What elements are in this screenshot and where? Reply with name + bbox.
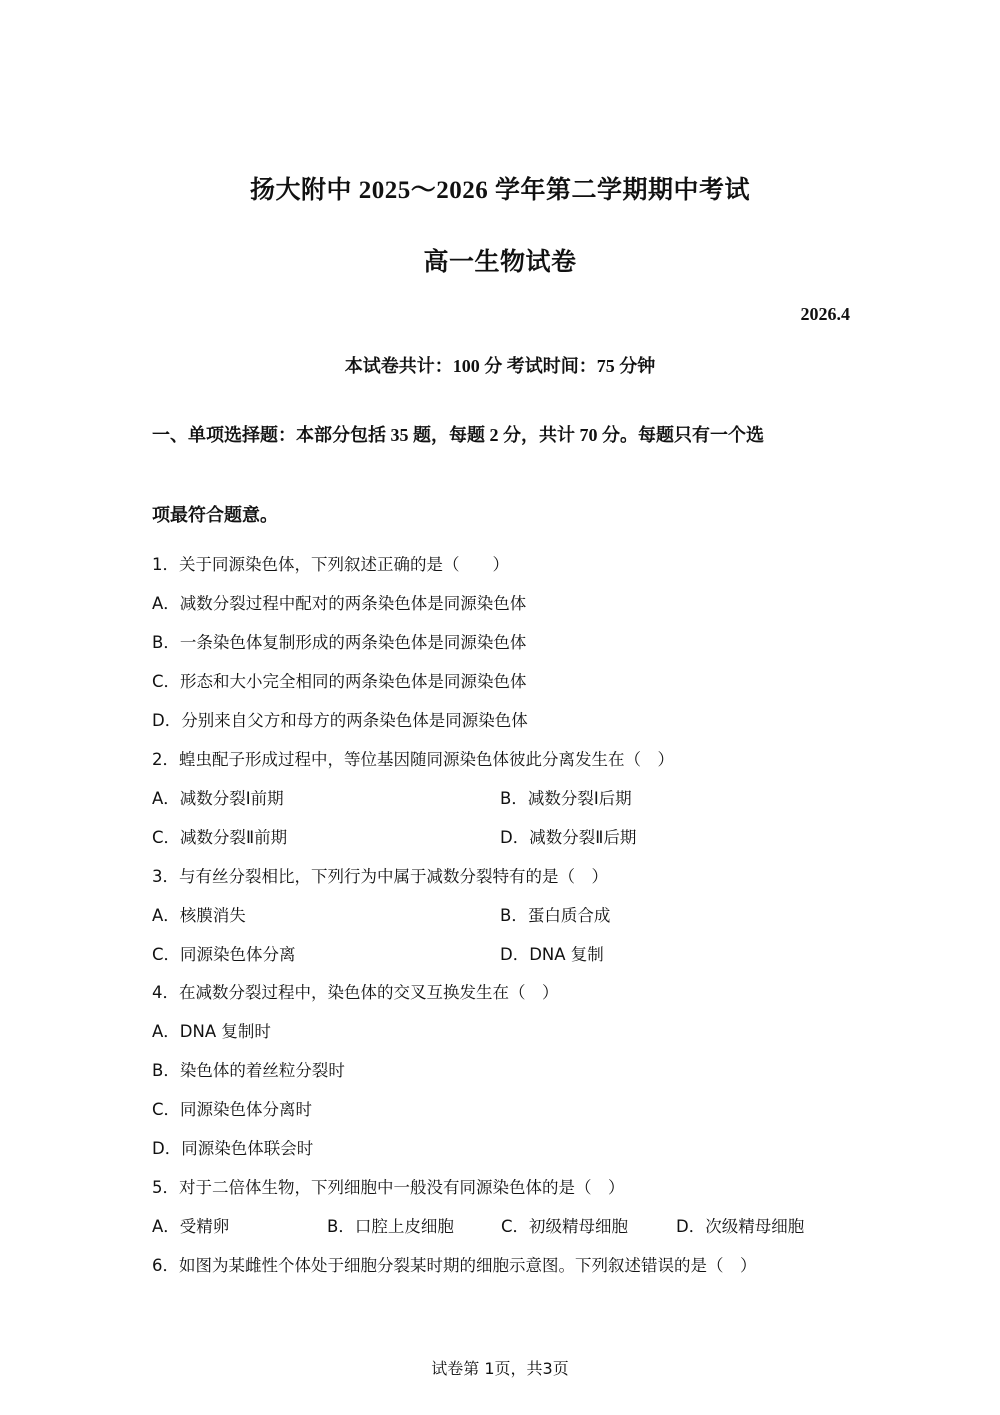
exam-subtitle: 高一生物试卷: [423, 249, 577, 276]
q4-option-a: A．DNA 复制时: [152, 1022, 271, 1041]
q1-option-b: B．一条染色体复制形成的两条染色体是同源染色体: [152, 633, 527, 652]
q1-option-c: C．形态和大小完全相同的两条染色体是同源染色体: [152, 672, 527, 691]
q3-option-b: B．蛋白质合成: [500, 906, 611, 925]
q4-stem: 4．在减数分裂过程中，染色体的交叉互换发生在（ ）: [152, 983, 559, 1002]
q2-option-c: C．减数分裂Ⅱ前期: [152, 828, 288, 847]
q3-option-c: C．同源染色体分离: [152, 945, 296, 964]
q5-stem: 5．对于二倍体生物，下列细胞中一般没有同源染色体的是（ ）: [152, 1178, 625, 1197]
q2-stem: 2．蝗虫配子形成过程中，等位基因随同源染色体彼此分离发生在（ ）: [152, 750, 674, 769]
q3-option-d: D．DNA 复制: [500, 945, 604, 964]
q3-stem: 3．与有丝分裂相比，下列行为中属于减数分裂特有的是（ ）: [152, 867, 608, 886]
q2-option-a: A．减数分裂Ⅰ前期: [152, 789, 284, 808]
q4-option-c: C．同源染色体分离时: [152, 1100, 313, 1119]
q4-option-b: B．染色体的着丝粒分裂时: [152, 1061, 345, 1080]
page-footer: 试卷第 1页，共3页: [431, 1359, 569, 1378]
exam-title: 扬大附中 2025～2026 学年第二学期期中考试: [249, 177, 750, 204]
q6-stem: 6．如图为某雌性个体处于细胞分裂某时期的细胞示意图。下列叙述错误的是（ ）: [152, 1256, 757, 1275]
q1-option-d: D．分别来自父方和母方的两条染色体是同源染色体: [152, 711, 528, 730]
q2-option-d: D．减数分裂Ⅱ后期: [500, 828, 637, 847]
exam-info: 本试卷共计：100 分 考试时间：75 分钟: [344, 356, 656, 376]
q5-option-d: D．次级精母细胞: [676, 1217, 805, 1236]
q1-stem: 1．关于同源染色体，下列叙述正确的是（ ）: [152, 555, 509, 574]
q4-option-d: D．同源染色体联会时: [152, 1139, 314, 1158]
q3-option-a: A．核膜消失: [152, 906, 246, 925]
exam-date: 2026.4: [800, 304, 850, 324]
section-heading-line1: 一、单项选择题：本部分包括 35 题，每题 2 分，共计 70 分。每题只有一个选: [152, 425, 764, 445]
q5-option-b: B．口腔上皮细胞: [327, 1217, 454, 1236]
q5-option-c: C．初级精母细胞: [501, 1217, 629, 1236]
q2-option-b: B．减数分裂Ⅰ后期: [500, 789, 632, 808]
q1-option-a: A．减数分裂过程中配对的两条染色体是同源染色体: [152, 594, 527, 613]
q5-option-a: A．受精卵: [152, 1217, 230, 1236]
section-heading-line2: 项最符合题意。: [152, 505, 278, 525]
